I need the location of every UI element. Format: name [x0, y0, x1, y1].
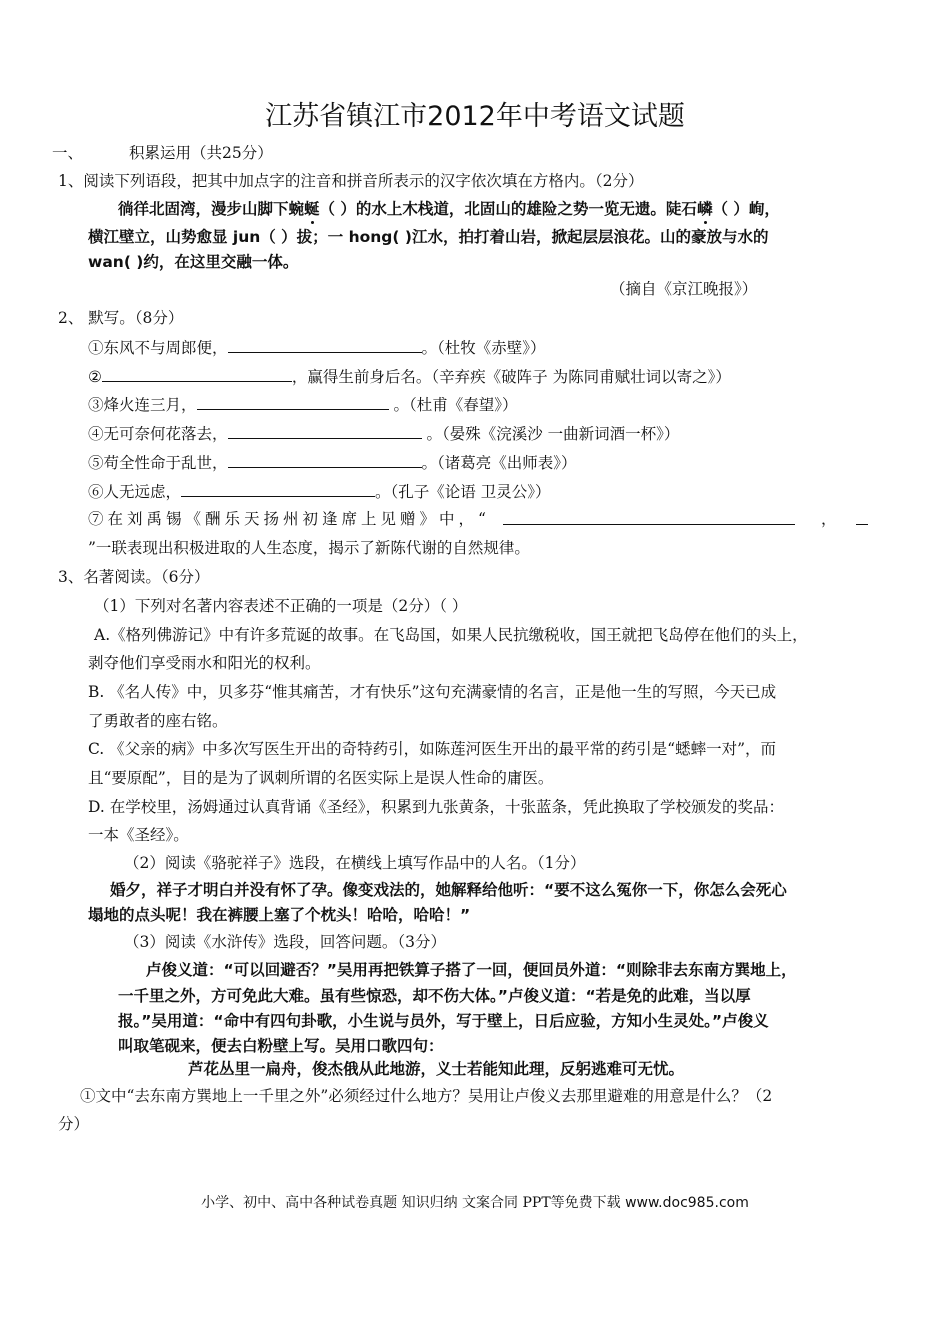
option-a-line-2: 剥夺他们享受雨水和阳光的权利。 [88, 654, 321, 672]
shuihu-line-1: 卢俊义道：“可以回避否？”吴用再把铁算子搭了一回，便回员外道：“则除非去东南方巽地上， [146, 961, 797, 979]
item-text: ② [88, 368, 102, 386]
answer-blank[interactable] [228, 452, 422, 468]
q2-item-2 [88, 366, 731, 387]
footer-link[interactable]: www.doc985.com [625, 1195, 749, 1211]
q3-sub-2: （2）阅读《骆驼祥子》选段，在横线上填写作品中的人名。（1分） [124, 854, 586, 872]
shuihu-line-2: 一千里之外，方可免此大难。虽有些惊恐，却不伤大体。”卢俊义道：“若是免的此难，当以厚 [118, 987, 751, 1005]
item-text: 。（诸葛亮《出师表》） [421, 454, 577, 472]
section-number: 一、 [52, 144, 84, 162]
option-a-line-1: A.《格列佛游记》中有许多荒诞的故事。在飞岛国，如果人民抗缴税收，国王就把飞岛停在他们的头上， [94, 626, 808, 644]
item-text: ⑥人无远虑， [88, 483, 182, 501]
item-text: 。（杜牧《赤壁》） [421, 339, 546, 357]
q1-source: （摘自《京江晚报》） [610, 280, 758, 298]
answer-blank[interactable] [856, 509, 868, 525]
item-text: ⑤苟全性命于乱世， [88, 454, 228, 472]
option-b-line-2: 了勇敢者的座右铭。 [88, 712, 228, 730]
q2-item-5 [88, 452, 577, 473]
q3-sub-3: （3）阅读《水浒传》选段，回答问题。（3分） [124, 933, 446, 951]
q3-question-1-cont: 分） [58, 1115, 90, 1133]
q1-text: （ ）的水上木栈道，北固山的雄险之势一览无遗。陡石 [319, 200, 697, 218]
item-text: ④无可奈何花落去， [88, 425, 228, 443]
q2-item-7-cont: ”一联表现出积极进取的人生态度，揭示了新陈代谢的自然规律。 [88, 539, 530, 557]
q2-item-6 [88, 481, 550, 502]
dotted-char: 蜒 [304, 200, 320, 218]
q3-prompt: 3、名著阅读。（6分） [58, 568, 210, 586]
dotted-char: 嶙 [696, 200, 713, 218]
q2-item-3 [88, 394, 517, 415]
item-text: ， [820, 510, 837, 528]
answer-blank[interactable] [102, 366, 292, 382]
q2-item-4 [88, 423, 679, 444]
item-text: ，赢得生前身后名。（辛弃疾《破阵子 为陈同甫赋壮词以寄之》） [291, 368, 731, 386]
q1-passage-line-2: 横江壁立，山势愈显 jun（ ）拔；一 hong( )江水，拍打着山岩，掀起层层浪花。山的豪放与水的 [88, 228, 769, 246]
page-title: 江苏省镇江市2012年中考语文试题 [265, 101, 685, 132]
shuihu-line-3: 报。”吴用道：“命中有四句卦歌，小生说与员外，写于壁上，日后应验，方知小生灵处。”卢俊义 [118, 1012, 769, 1030]
item-text: ①东风不与周郎便， [88, 339, 228, 357]
q1-text: （ ）峋， [712, 200, 780, 218]
option-d-line-1: D. 在学校里，汤姆通过认真背诵《圣经》，积累到九张黄条，十张蓝条，凭此换取了学校颁发的奖品： [88, 798, 784, 816]
q3-sub-1: （1）下列对名著内容表述不正确的一项是（2分）（ ） [94, 597, 468, 615]
answer-blank[interactable] [197, 394, 389, 410]
shuihu-line-4: 叫取笔砚来，便去白粉壁上写。吴用口歌四句： [118, 1037, 444, 1055]
q2-item-7 [88, 509, 868, 529]
q2-item-1 [88, 337, 546, 358]
option-c-line-2: 且“要原配”，目的是为了讽刺所谓的名医实际上是误人性命的庸医。 [88, 769, 554, 787]
q1-passage-line-1 [118, 199, 780, 219]
answer-blank[interactable] [228, 423, 422, 439]
footer-text: 小学、初中、高中各种试卷真题 知识归纳 文案合同 PPT等免费下载 [201, 1195, 626, 1211]
q1-passage-line-3: wan( )约，在这里交融一体。 [88, 253, 299, 271]
q3-question-1: ①文中“去东南方巽地上一千里之外”必须经过什么地方？吴用让卢俊义去那里避难的用意是什么？（2 [80, 1087, 773, 1105]
answer-blank[interactable] [503, 509, 795, 525]
answer-blank[interactable] [181, 481, 375, 497]
q1-prompt: 1、阅读下列语段，把其中加点字的注音和拼音所表示的汉字依次填在方格内。（2分） [58, 172, 644, 190]
answer-blank[interactable] [228, 337, 422, 353]
option-b-line-1: B. 《名人传》中，贝多芬“惟其痛苦，才有快乐”这句充满豪情的名言，正是他一生的写照，今天已成 [88, 683, 777, 701]
item-text: 。（晏殊《浣溪沙 一曲新词酒一杯》） [421, 425, 680, 443]
shuihu-poem: 芦花丛里一扁舟，俊杰俄从此地游，义士若能知此理，反躬逃难可无忧。 [188, 1060, 685, 1078]
option-c-line-1: C. 《父亲的病》中多次写医生开出的奇特药引，如陈莲河医生开出的最平常的药引是“蟋蟀一对”，而 [88, 740, 777, 758]
q1-text: 徜徉北固湾，漫步山脚下蜿 [118, 200, 305, 218]
page-footer [0, 1192, 950, 1212]
item-text: 。（杜甫《春望》） [388, 396, 518, 414]
item-text: ⑦在刘禹锡《酬乐天扬州初逢席上见赠》中，“ [88, 510, 490, 528]
item-text: 。（孔子《论语 卫灵公》） [375, 483, 551, 501]
xiangzi-line-1: 婚夕，祥子才明白并没有怀了孕。像变戏法的，她解释给他听：“要不这么冤你一下，你怎么会死心 [110, 881, 787, 899]
xiangzi-line-2: 塌地的点头呢！我在裤腰上塞了个枕头！哈哈，哈哈！” [88, 906, 471, 924]
item-text: ③烽火连三月， [88, 396, 197, 414]
section-heading [52, 143, 273, 163]
q2-prompt: 2、 默写。（8分） [58, 309, 184, 327]
section-label: 积累运用（共25分） [129, 144, 273, 162]
option-d-line-2: 一本《圣经》。 [88, 826, 189, 844]
